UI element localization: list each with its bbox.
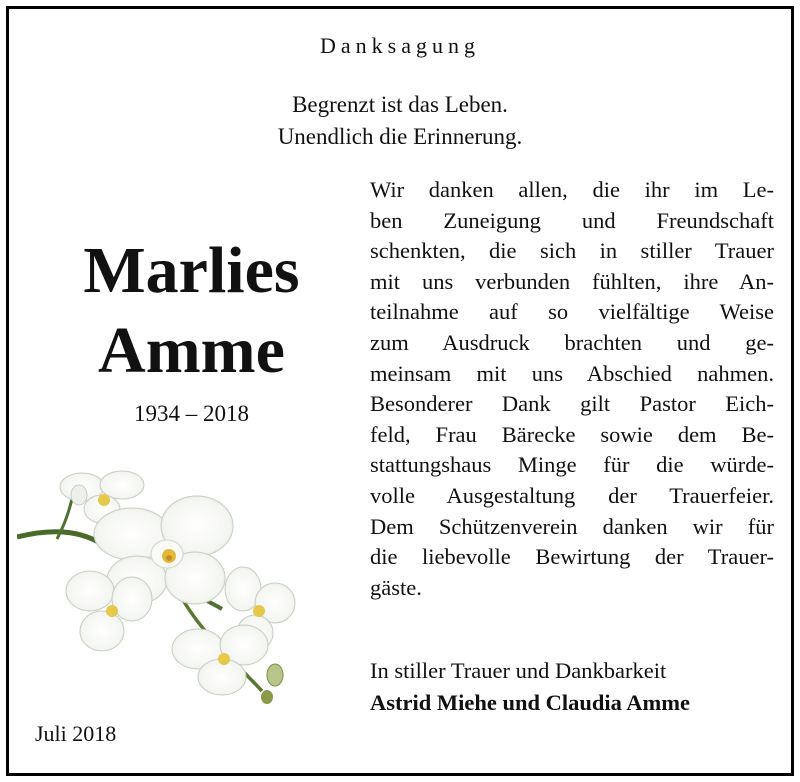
motto [9, 89, 791, 153]
text-line: ben Zuneigung und Freundschaft [370, 207, 774, 233]
motto-line-2: Unendlich die Erinnerung. [277, 124, 523, 149]
text-line: mit uns verbunden fühlten, ihre An- [370, 268, 774, 294]
obituary-notice [6, 6, 794, 776]
signatories: Astrid Miehe und Claudia Amme [370, 690, 691, 715]
orchid-image [17, 459, 307, 709]
text-line: teilnahme auf so vielfältige Weise [370, 299, 774, 325]
thanks-text [370, 175, 774, 603]
text-line: Dem Schützenverein danken wir für [370, 513, 774, 539]
text-line: gäste. [370, 574, 422, 600]
text-line: die liebevolle Bewirtung der Trauer- [370, 544, 774, 570]
first-name: Marlies [83, 234, 300, 307]
closing-line: In stiller Trauer und Dankbarkeit [370, 658, 667, 683]
motto-line-1: Begrenzt ist das Leben. [292, 92, 508, 117]
text-line: Wir danken allen, die ihr im Le- [370, 177, 774, 202]
text-line: feld, Frau Bärecke sowie dem Be- [370, 421, 774, 447]
deceased-name [29, 231, 354, 391]
text-line: stattungshaus Minge für die würde- [370, 452, 774, 478]
text-line: Besonderer Dank gilt Pastor Eich- [370, 391, 774, 417]
text-line: volle Ausgestaltung der Trauerfeier. [370, 482, 774, 508]
notice-date: Juli 2018 [35, 721, 117, 746]
text-line: meinsam mit uns Abschied nahmen. [370, 360, 774, 386]
notice-heading: Danksagung [320, 33, 480, 58]
life-years: 1934 – 2018 [134, 401, 249, 426]
last-name: Amme [98, 314, 285, 387]
text-line: schenkten, die sich in stiller Trauer [370, 238, 774, 264]
signoff [370, 655, 790, 719]
text-line: zum Ausdruck brachten und ge- [370, 329, 774, 355]
